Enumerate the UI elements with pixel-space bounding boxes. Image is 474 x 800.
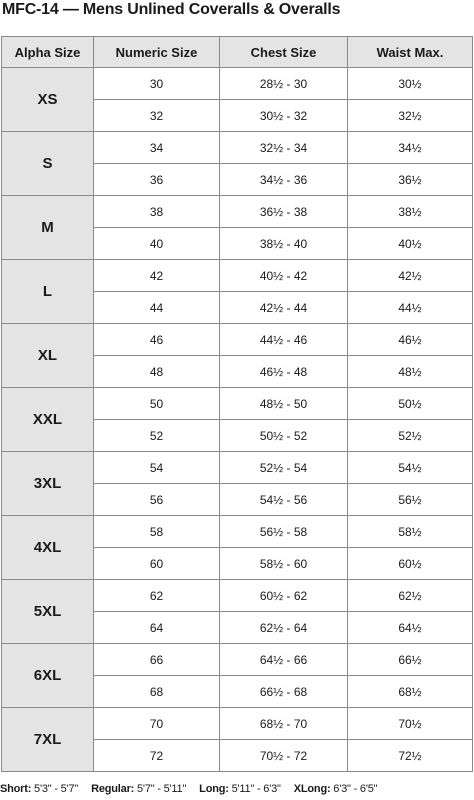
waist-max-cell: 62½ [348,580,473,612]
header-chest-size: Chest Size [220,37,348,68]
waist-max-cell: 30½ [348,68,473,100]
numeric-size-cell: 30 [94,68,220,100]
waist-max-cell: 54½ [348,452,473,484]
waist-max-cell: 68½ [348,676,473,708]
alpha-size-cell: L [2,260,94,324]
numeric-size-cell: 62 [94,580,220,612]
waist-max-cell: 42½ [348,260,473,292]
waist-max-cell: 48½ [348,356,473,388]
waist-max-cell: 56½ [348,484,473,516]
numeric-size-cell: 44 [94,292,220,324]
numeric-size-cell: 52 [94,420,220,452]
height-legend-label: Long: [199,783,229,795]
chest-size-cell: 40½ - 42 [220,260,348,292]
alpha-size-cell: S [2,132,94,196]
table-row [2,132,473,164]
numeric-size-cell: 60 [94,548,220,580]
height-legend-value: 5'3" - 5'7" [34,783,79,795]
numeric-size-cell: 38 [94,196,220,228]
numeric-size-cell: 50 [94,388,220,420]
numeric-size-cell: 42 [94,260,220,292]
table-row [2,452,473,484]
height-legend-value: 6'3" - 6'5" [333,783,378,795]
numeric-size-cell: 32 [94,100,220,132]
chest-size-cell: 48½ - 50 [220,388,348,420]
chest-size-cell: 30½ - 32 [220,100,348,132]
height-legend-label: Short: [0,783,32,795]
chest-size-cell: 36½ - 38 [220,196,348,228]
numeric-size-cell: 34 [94,132,220,164]
chest-size-cell: 42½ - 44 [220,292,348,324]
numeric-size-cell: 58 [94,516,220,548]
chest-size-cell: 28½ - 30 [220,68,348,100]
chest-size-cell: 70½ - 72 [220,740,348,772]
waist-max-cell: 40½ [348,228,473,260]
waist-max-cell: 70½ [348,708,473,740]
chest-size-cell: 38½ - 40 [220,228,348,260]
chest-size-cell: 60½ - 62 [220,580,348,612]
table-row [2,196,473,228]
height-legend-label: Regular: [91,783,135,795]
chest-size-cell: 58½ - 60 [220,548,348,580]
table-row [2,580,473,612]
table-row [2,324,473,356]
table-row [2,708,473,740]
waist-max-cell: 32½ [348,100,473,132]
chest-size-cell: 54½ - 56 [220,484,348,516]
numeric-size-cell: 70 [94,708,220,740]
waist-max-cell: 58½ [348,516,473,548]
chest-size-cell: 52½ - 54 [220,452,348,484]
numeric-size-cell: 56 [94,484,220,516]
chest-size-cell: 62½ - 64 [220,612,348,644]
height-legend-label: XLong: [293,783,331,795]
alpha-size-cell: M [2,196,94,260]
header-waist-max: Waist Max. [348,37,473,68]
header-alpha-size: Alpha Size [2,37,94,68]
height-legend-item [0,783,78,795]
numeric-size-cell: 54 [94,452,220,484]
page-title: MFC-14 — Mens Unlined Coveralls & Overalls [2,1,341,18]
waist-max-cell: 44½ [348,292,473,324]
waist-max-cell: 36½ [348,164,473,196]
numeric-size-cell: 48 [94,356,220,388]
chest-size-cell: 56½ - 58 [220,516,348,548]
height-legend [0,783,390,795]
numeric-size-cell: 64 [94,612,220,644]
numeric-size-cell: 66 [94,644,220,676]
table-row [2,260,473,292]
height-legend-value: 5'11" - 6'3" [231,783,281,795]
alpha-size-cell: XS [2,68,94,132]
waist-max-cell: 38½ [348,196,473,228]
table-header-row [2,37,473,68]
numeric-size-cell: 68 [94,676,220,708]
table-row [2,516,473,548]
alpha-size-cell: 7XL [2,708,94,772]
waist-max-cell: 34½ [348,132,473,164]
chest-size-cell: 50½ - 52 [220,420,348,452]
height-legend-item [199,783,281,795]
alpha-size-cell: XXL [2,388,94,452]
chest-size-cell: 44½ - 46 [220,324,348,356]
numeric-size-cell: 72 [94,740,220,772]
numeric-size-cell: 36 [94,164,220,196]
table-row [2,644,473,676]
waist-max-cell: 66½ [348,644,473,676]
alpha-size-cell: XL [2,324,94,388]
waist-max-cell: 50½ [348,388,473,420]
numeric-size-cell: 46 [94,324,220,356]
chest-size-cell: 34½ - 36 [220,164,348,196]
waist-max-cell: 72½ [348,740,473,772]
chest-size-cell: 32½ - 34 [220,132,348,164]
alpha-size-cell: 3XL [2,452,94,516]
table-body [2,68,473,772]
header-numeric-size: Numeric Size [94,37,220,68]
table-row [2,68,473,100]
waist-max-cell: 52½ [348,420,473,452]
height-legend-value: 5'7" - 5'11" [137,783,187,795]
chest-size-cell: 68½ - 70 [220,708,348,740]
chest-size-cell: 66½ - 68 [220,676,348,708]
table-row [2,388,473,420]
alpha-size-cell: 4XL [2,516,94,580]
waist-max-cell: 60½ [348,548,473,580]
waist-max-cell: 46½ [348,324,473,356]
alpha-size-cell: 6XL [2,644,94,708]
height-legend-item [294,783,378,795]
waist-max-cell: 64½ [348,612,473,644]
size-chart-table [1,36,473,772]
height-legend-item [91,783,186,795]
chest-size-cell: 64½ - 66 [220,644,348,676]
chest-size-cell: 46½ - 48 [220,356,348,388]
alpha-size-cell: 5XL [2,580,94,644]
numeric-size-cell: 40 [94,228,220,260]
